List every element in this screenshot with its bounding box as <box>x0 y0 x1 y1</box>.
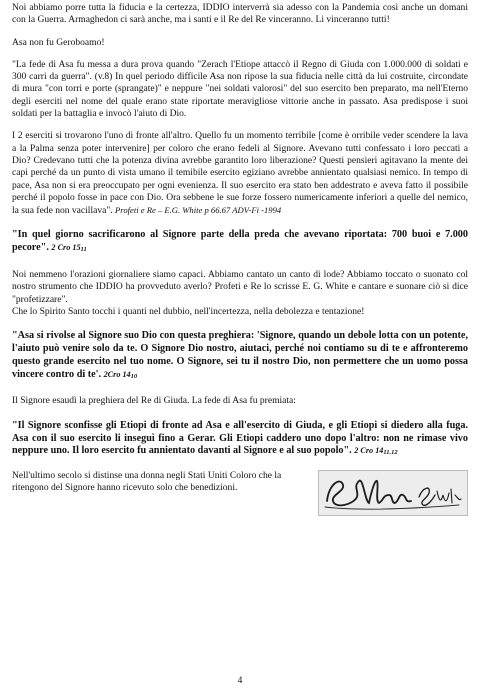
paragraph-ellen-white: Nell'ultimo secolo si distinse una donna negli Stati Uniti Coloro che la ritengono del Signore hanno ricevuto solo che benedizioni. <box>12 470 282 494</box>
reference-2cro-14-11-12: 2 Cro 1411.12 <box>354 446 398 457</box>
quote-asa-prayer: "Asa si rivolse al Signore suo Dio con questa preghiera: 'Signore, quando un debole lotta con un potente, l'aiuto può venire solo da te. O Signore Dio nostro, aiutaci, perché noi contiamo su di te e affronteremo questo grande esercito nel tuo nome. O Signore, sei tu il nostro Dio, non permettere che un uomo possa vincere contro di te'. 2Cro 1410 <box>12 330 468 380</box>
paragraph-holy-spirit: Che lo Spirito Santo tocchi i quanti nel dubbio, nell'incertezza, nella debolezza e tentazione! <box>12 305 365 317</box>
paragraph-asa-heading: Asa non fu Geroboamo! <box>12 36 105 48</box>
signature-image <box>318 470 468 516</box>
page-content <box>12 2 468 518</box>
paragraph-prayer-answered: Il Signore esaudì la preghiera del Re di Giuda. La fede di Asa fu premiata: <box>12 395 296 407</box>
page-number: 4 <box>237 676 243 686</box>
paragraph-two-armies: I 2 eserciti si trovarono l'uno di fronte all'altro. Quello fu un momento terribile [come è orribile veder scendere la lava a la Palma senza poter intervenire] per coloro che erano fedeli al Signore. Avevano tutti confessato i loro peccati a Dio? Credevano tutti che la potenza divina avrebbe garantito loro liberazione? Questi pensieri agitavano la mente dei capi perché da un punto di vista umano il temibile esercito egiziano avrebbe annientato qualsiasi nemico. In tempo di pace, Asa non si era preoccupato per ogni evenienza. Il suo esercito era stato ben addestrato e aveva fatto il possibile perché il popolo fosse in pace con Dio. Ora sebbene le sue forze fossero numericamente inferiori a quelle del nemico, la sua fede non vacillava". Profeti e Re – E.G. White p 66.67 ADV-Fi -1994 <box>12 130 468 217</box>
quote-victory: "Il Signore sconfisse gli Etiopi di fronte ad Asa e all'esercito di Giuda, e gli Etiopi si diedero alla fuga. Asa con il suo esercito li inseguì fino a Gerar. Gli Etiopi caddero uno dopo l'altro: non ne rimase vivo neppure uno. Il loro esercito fu annientato davanti al Signore e al suo popolo". 2 Cro 1411.12 <box>12 419 468 457</box>
paragraph-intro: Noi abbiamo porre tutta la fiducia e la certezza, IDDIO interverrà sia adesso con la Pandemia così anche un domani con la Guerra. Armaghedon ci sarà anche, ma i santi e il Re del Re vinceranno. Li vinceranno tutti! <box>12 2 468 26</box>
reference-2cro-15: 2 Cro 1511 <box>51 243 87 254</box>
closing-section <box>12 470 468 518</box>
signature-icon <box>319 471 467 515</box>
paragraph-asa-faith: "La fede di Asa fu messa a dura prova quando "Zerach l'Etiope attaccò il Regno di Giuda con 1.000.000 di soldati e 300 carri da guerra". (v.8) In quel periodo difficile Asa non ripose la sua fiducia nelle città da lui costruite, circondate di mura "con torri e porte (sprangate)" e neppure "nei soldati valorosi" del suo esercito ben preparato, ma nell'Eterno degli eserciti nel nome del quale erano state riportate meravigliose vittorie anche in passato. Asa predispose i suoi soldati per la battaglia e invocò l'aiuto di Dio. <box>12 58 468 120</box>
reference-2cro-14-10: 2Cro 1410 <box>103 369 138 380</box>
citation-profeti-e-re: Profeti e Re – E.G. White p 66.67 ADV-Fi -1994 <box>115 205 282 216</box>
quote-sacrifice: "In quel giorno sacrificarono al Signore parte della preda che avevano riportata: 700 buoi e 7.000 pecore". 2 Cro 1511 <box>12 229 468 254</box>
paragraph-prayers: Noi nemmeno l'orazioni giornaliere siamo capaci. Abbiamo cantato un canto di lode? Abbiamo toccato o suonato col nostro strumento che IDDIO ha provveduto averlo? Profeti e Re lo scrisse E. G. White e cantare e suonare ciò si dice "profetizzare". <box>12 269 468 305</box>
